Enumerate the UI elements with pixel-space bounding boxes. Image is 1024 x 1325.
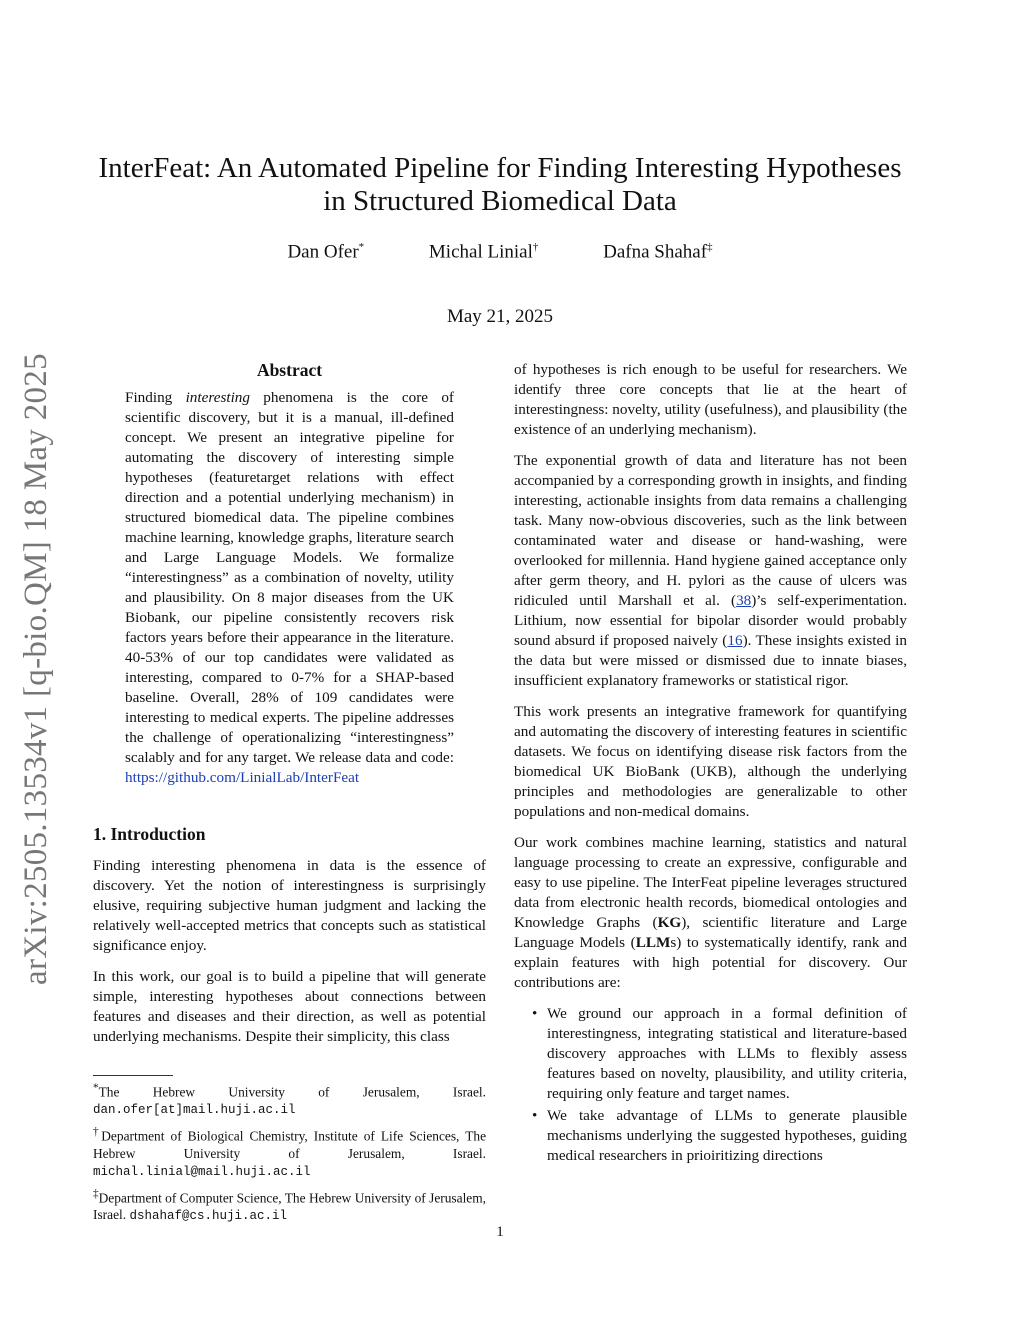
footnote-text: Department of Biological Chemistry, Institute of Life Sciences, The Hebrew University of Jerusalem, Israel. [93,1128,487,1161]
abstract-section [125,360,454,788]
contributions-list [514,1004,907,1166]
email-address: dshahaf@cs.huji.ac.il [129,1209,287,1224]
email-address: dan.ofer[at]mail.huji.ac.il [93,1103,296,1118]
footnote-1 [93,1080,486,1119]
affiliation-mark: ‡ [707,241,713,253]
llm-abbreviation: LLM [635,934,671,951]
publication-date: May 21, 2025 [446,306,554,327]
footnote-mark: * [93,1082,99,1094]
right-column [514,360,907,1168]
author-name: Dafna Shahaf [603,241,708,263]
intro-paragraph-6 [514,833,907,993]
affiliation-mark: † [532,241,539,253]
list-item-text: We ground our approach in a formal definition of interestingness, integrating statistical and literature-based discovery approaches with LLMs to flexibly assess features based on novelty, plausibility, and utility criteria, requiring only feature and target names. [547,1005,907,1102]
footnote-mark: † [93,1126,102,1139]
author-2 [429,241,538,263]
paper-title [60,152,940,218]
intro-paragraph-2: In this work, our goal is to build a pipeline that will generate simple, interesting hypotheses about connections between features and diseases and their direction, as well as potential underlying mechanisms. Despite their simplicity, this class [93,968,486,1045]
intro-paragraph-3: of hypotheses is rich enough to be useful for researchers. We identify three core concepts that lie at the heart of interestingness: novelty, utility (usefulness), and plausibility (the existence of an underlying mechanism). [514,361,907,438]
footnotes [93,1075,486,1230]
abstract-text [125,388,454,788]
abstract-emphasis: interesting [185,389,250,406]
abstract-heading: Abstract [256,360,323,380]
citation-link[interactable]: 16 [727,632,743,649]
affiliation-mark: * [358,241,365,253]
left-column [93,360,486,1058]
list-item [514,1106,907,1166]
introduction-heading: 1. Introduction [93,824,206,844]
paragraph-text: s) to systematically identify, rank and explain features with high potential for discovery. Our contributions are: [514,934,907,991]
author-3 [603,241,712,263]
author-1 [287,241,364,263]
footnote-mark: ‡ [93,1187,99,1200]
author-name: Michal Linial [428,241,533,263]
kg-abbreviation: KG [657,914,682,931]
intro-paragraph-1: Finding interesting phenomena in data is the essence of discovery. Yet the notion of interestingness is surprisingly elusive, requiring subjective human judgment and lacking the relatively well-accepted metrics that concepts such as statistical significance enjoy. [93,857,486,954]
page-number: 1 [496,1224,504,1240]
intro-paragraph-5: This work presents an integrative framework for quantifying and automating the discovery of interesting features in scientific datasets. We focus on identifying disease risk factors from the biomedical UK BioBank (UKB), although the underlying principles and methodologies are generalizable to other populations and non-medical domains. [514,703,907,820]
email-address: michal.linial@mail.huji.ac.il [93,1164,311,1179]
footnote-divider [93,1075,173,1076]
citation-link[interactable]: 38 [736,592,752,609]
arxiv-identifier-stamp: arXiv:2505.13534v1 [q-bio.QM] 18 May 2025 [18,353,54,985]
paragraph-text: )’s self-experimentation. Lithium, now essential for bipolar disorder would probably sound absurd if proposed naively ( [514,592,907,649]
bullet-icon: • [532,1107,538,1124]
paragraph-text: ). These insights existed in the data but were missed or dismissed due to innate biases, insufficient explanatory frameworks or statistical rigor. [514,632,907,689]
footnote-2 [93,1124,486,1180]
abstract-text-start: Finding [125,389,186,406]
abstract-text-body: phenomena is the core of scientific discovery, but it is a manual, ill-defined concept. We present an integrative pipeline for automating the discovery of interesting simple hypotheses (featuretarget relations with effect direction and a potential underlying mechanism) in structured biomedical data. The pipeline combines machine learning, knowledge graphs, literature search and Large Language Models. We formalize “interestingness” as a combination of novelty, utility and plausibility. On 8 major diseases from the UK Biobank, our pipeline consistently recovers risk factors years before their appearance in the literature. 40-53% of our top candidates were validated as interesting, compared to 0-7% for a SHAP-based baseline. Overall, 28% of 109 candidates were interesting to medical experts. The pipeline addresses the challenge of operationalizing “interestingness” scalably and for any target. We release data and code: [125,389,454,766]
author-name: Dan Ofer [287,241,359,263]
paragraph-text: Our work combines machine learning, statistics and natural language processing to create an expressive, configurable and easy to use pipeline. The InterFeat pipeline leverages structured data from electronic health records, biomedical ontologies and Knowledge Graphs ( [514,834,907,931]
footnote-text: Department of Computer Science, The Hebrew University of Jerusalem, Israel. [93,1190,487,1223]
footnote-3 [93,1186,486,1225]
title-line-1: InterFeat: An Automated Pipeline for Finding Interesting Hypotheses [98,152,902,184]
intro-paragraph-4 [514,451,907,691]
list-item [514,1004,907,1104]
bullet-icon: • [532,1005,538,1022]
code-repository-link[interactable]: https://github.com/LinialLab/InterFeat [125,769,360,786]
title-line-2: in Structured Biomedical Data [323,185,677,217]
paragraph-text: ), scientific literature and Large Language Models ( [514,914,907,951]
list-item-text: We take advantage of LLMs to generate plausible mechanisms underlying the suggested hypotheses, guiding medical researchers in prioiritizing directions [547,1107,907,1164]
footnote-text: The Hebrew University of Jerusalem, Israel. [98,1084,486,1100]
paragraph-text: The exponential growth of data and literature has not been accompanied by a corresponding growth in insights, and finding interesting, actionable insights from data remains a challenging task. Many now-obvious discoveries, such as the link between contaminated water and disease or hand-washing, were overlooked for millennia. Hand hygiene gained acceptance only after germ theory, and H. pylori as the cause of ulcers was ridiculed until Marshall et al. ( [514,452,907,609]
author-list [0,241,1000,263]
